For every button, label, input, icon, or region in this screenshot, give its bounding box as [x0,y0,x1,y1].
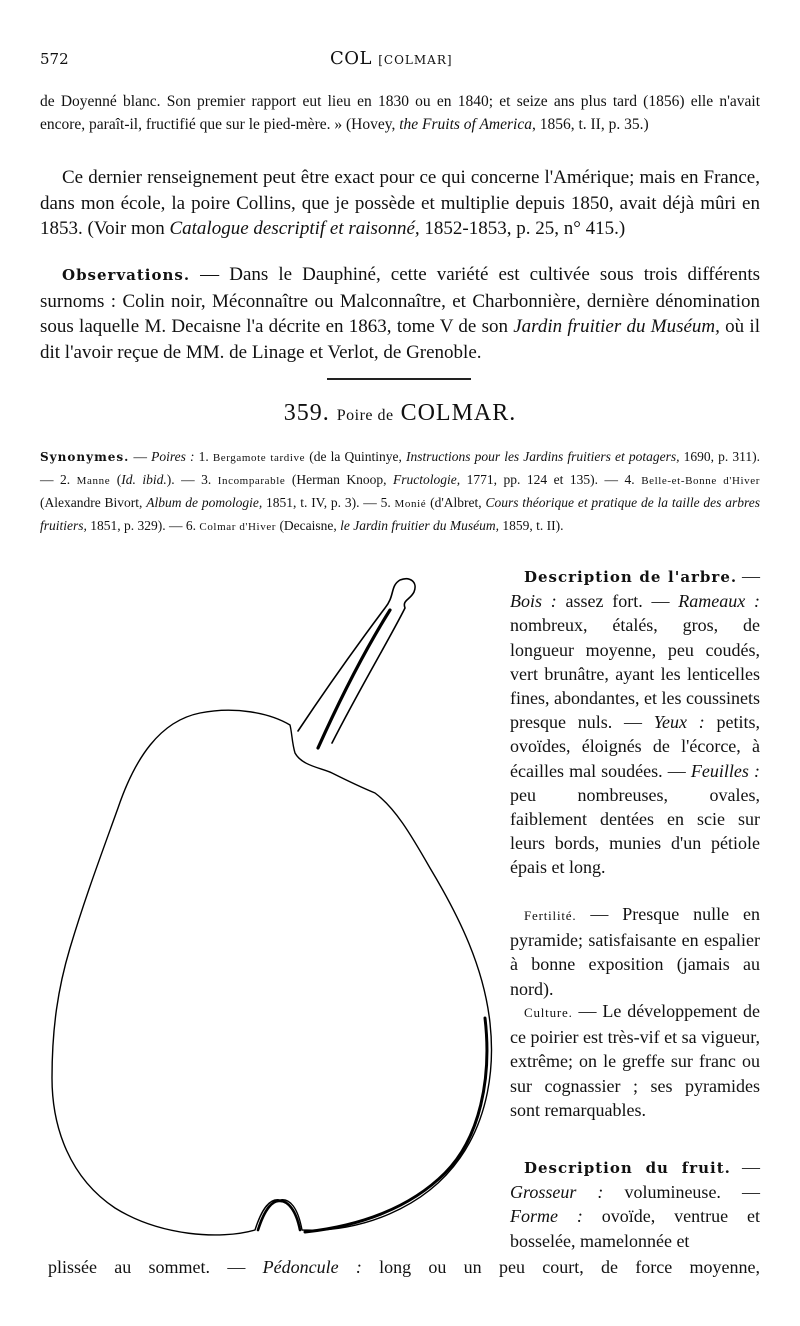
text-span: Ce dernier renseignement peut être exact pour ce qui concerne l'Amérique; mais en France, dans mon école, la poire Collins, que je possède et multiplie depuis 1850, avait déjà mûri en 1853. (Voir mon [40,167,760,239]
italic-span: Poires : [151,449,195,464]
pear-eye-shade [258,1201,300,1230]
italic-span: Forme : [510,1206,583,1227]
text-span: de Doyenné blanc. Son premier rapport eut lieu en 1830 ou en 1840; et seize ans plus tard (1856) elle n'avait encore, paraît-il, fructifié que sur le pied-mère. » (Hovey, [40,93,760,133]
section-name: COLMAR. [400,400,517,426]
text-span: 1859, t. II). [499,518,564,533]
text-span: , 1856, t. II, p. 35.) [531,116,649,133]
synonym-name: Manne [76,475,111,487]
text-span: peu nombreuses, ovales, faiblement dentées en scie sur leurs bords, munies d'un pétiole épais et long. [510,784,760,878]
italic-span: Rameaux : [678,591,761,612]
running-head-main: COL [330,48,372,69]
text-span: volumineuse. — [603,1182,760,1203]
tree-description [510,564,760,880]
text-span: (Herman Knoop, [285,472,394,487]
running-head-sub: [COLMAR] [378,53,453,67]
text-span: — [737,566,760,586]
culture-paragraph [510,999,760,1122]
section-number: 359. [283,400,330,426]
fruit-description-label: Description du fruit. [524,1159,731,1177]
text-span: 1771, pp. 124 et 135). — 4. [460,472,642,487]
italic-span: Jardin fruitier du Muséum, [513,316,720,337]
synonym-name: Colmar d'Hiver [199,521,277,533]
tree-description-label: Description de l'arbre. [524,568,738,586]
section-poire: Poire de [336,407,394,424]
pear-stem-shade [318,610,390,748]
italic-span: Yeux : [653,712,705,733]
fruit-description [510,1155,760,1253]
synonymes-label: Synonymes. [40,450,130,464]
text-span: 1851, p. 329). — 6. [86,518,200,533]
text-span: (d'Albret, [426,495,486,510]
italic-span: Cours théorique et pratique de la taille des arbres fruitiers, [40,495,760,533]
text-span: — Le développement de ce poirier est très-vif et sa vigueur, extrême; on le greffe sur franc ou sur cognassier ; ses pyramides sont remarquables. [510,1001,760,1120]
text-span: plissée au sommet. — [48,1257,263,1277]
culture-label: Culture. [524,1005,573,1020]
text-span: (de la Quintinye, [305,449,406,464]
text-span: ovoïde, ventrue et bosselée, mamelonnée et [510,1206,760,1251]
text-span: (Decaisne, [276,518,341,533]
synonym-name: Bergamote tardive [212,452,306,464]
fertilite-label: Fertilité. [524,908,577,923]
italic-span: Pédoncule : [262,1257,362,1277]
synonym-name: Monié [394,498,427,510]
text-span: 1852-1853, p. 25, n° 415.) [419,218,626,239]
paragraph-america [40,165,760,242]
pear-body-shade [305,1018,487,1232]
text-span: 1. [194,449,213,464]
fertilite-paragraph [510,902,760,1001]
synonymes-block [40,446,760,538]
pear-body-outline [52,710,491,1235]
italic-span: Grosseur : [510,1182,604,1203]
text-span: — Dans le Dauphiné, cette variété est cultivée sous trois différents surnoms : Colin noir, Méconnaître ou Malconnaître, et Charbonnière, dernière dénomination sous laquelle M. Decaisne l'a décrite en 1863, tome V de son [40,264,760,337]
text-span: — Presque nulle en pyramide; satisfaisante en espalier à bonne exposition (jamais au nord). [510,904,760,999]
text-span: 1690, p. 311). — 2. [40,449,761,487]
text-span: 1851, t. IV, p. 3). — 5. [262,495,395,510]
fruit-description-continued [48,1257,760,1278]
text-span: (Alexandre Bivort, [40,495,147,510]
text-span: ( [110,472,122,487]
italic-span: Catalogue descriptif et raisonné, [169,218,420,239]
text-span: nombreux, étalés, gros, de longueur moyenne, peu coudés, vert brunâtre, ayant les lenticelles fines, abondantes, et les coussinets presque nuls. — [510,615,760,733]
text-span: assez fort. — [556,591,679,612]
italic-span: Fructologie, [393,472,461,487]
italic-span: Feuilles : [690,760,760,781]
pear-illustration [40,568,500,1258]
italic-span: the Fruits of America [399,116,532,133]
text-span: ). — 3. [166,472,218,487]
italic-span: le Jardin fruitier du Muséum, [340,518,500,533]
text-span: — [129,449,152,464]
observations-label: Observations. [62,266,191,284]
page-number: 572 [40,50,69,68]
section-divider [327,378,471,380]
text-span: où il dit l'avoir reçue de MM. de Linage et Verlot, de Grenoble. [40,316,760,363]
italic-span: Bois : [510,591,557,612]
italic-span: Album de pomologie, [146,495,263,510]
paragraph-observations [40,262,760,365]
text-span: petits, ovoïdes, éloignés de l'écorce, à écailles mal soudées. — [510,712,760,781]
synonym-name: Incomparable [217,475,286,487]
italic-span: Instructions pour les Jardins fruitiers et potagers, [405,449,680,464]
paragraph-hovey-quote [40,90,760,136]
text-span: long ou un peu court, de force moyenne, [361,1257,760,1277]
italic-span: Id. ibid. [121,472,167,487]
section-heading [0,400,800,427]
text-span: — [730,1157,760,1177]
synonym-name: Belle-et-Bonne d'Hiver [641,475,761,487]
running-head [330,48,453,69]
pear-stem-outline [298,579,415,743]
